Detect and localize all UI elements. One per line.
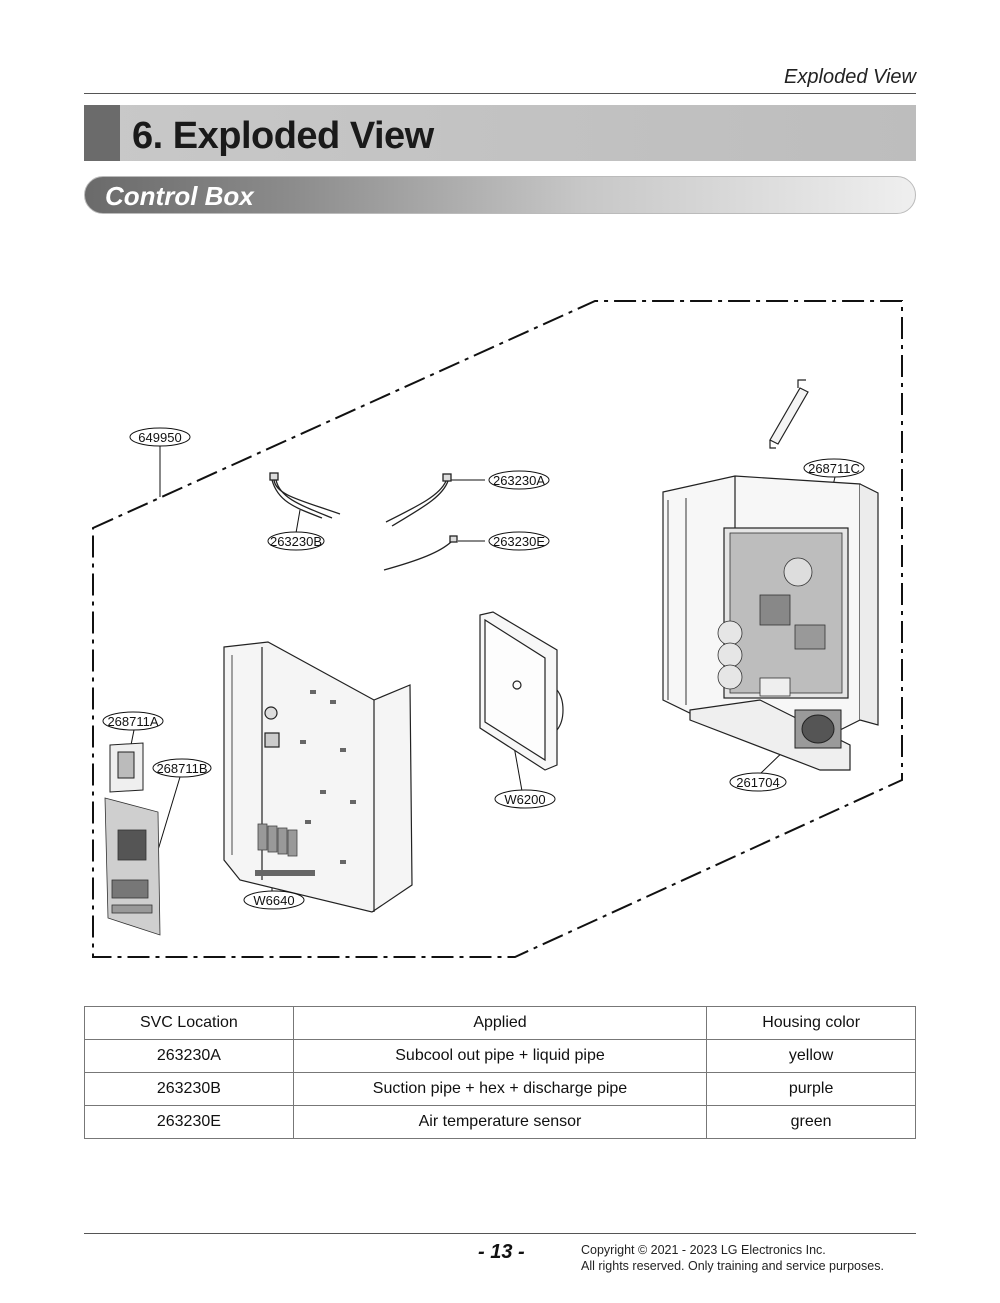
section-title: Control Box xyxy=(105,181,254,211)
running-header-title: Exploded View xyxy=(784,66,916,88)
callout-W6640 xyxy=(244,891,304,909)
mounting-bracket xyxy=(770,380,808,448)
copyright-line: All rights reserved. Only training and service purposes. xyxy=(581,1259,884,1273)
main-plate-W6640 xyxy=(224,642,412,912)
callout-268711A xyxy=(103,712,163,730)
table-row xyxy=(85,1073,916,1106)
callout-W6200 xyxy=(495,790,555,808)
page-number: - 13 - xyxy=(478,1241,525,1263)
callout-263230A xyxy=(489,471,549,489)
callout-text: 649950 xyxy=(138,430,182,445)
table-header-cell: Applied xyxy=(293,1007,706,1040)
table-cell: Subcool out pipe + liquid pipe xyxy=(293,1040,706,1073)
reactor-261704 xyxy=(795,710,841,748)
sensor-housing-table xyxy=(84,1006,916,1139)
callout-text: 263230B xyxy=(269,534,323,549)
table-cell: 263230B xyxy=(85,1073,294,1106)
copyright-notice xyxy=(581,1242,884,1274)
chapter-title: 6. Exploded View xyxy=(132,115,434,157)
callout-649950 xyxy=(130,428,190,446)
callout-text: 268711B xyxy=(156,761,208,776)
callout-text: 263230A xyxy=(492,473,546,488)
table-cell: green xyxy=(707,1106,916,1139)
callout-263230E xyxy=(489,532,549,550)
sensor-harness-263230A xyxy=(386,474,451,526)
table-cell: Air temperature sensor xyxy=(293,1106,706,1139)
copyright-line: Copyright © 2021 - 2023 LG Electronics Inc. xyxy=(581,1243,826,1257)
callout-text: 263230E xyxy=(492,534,546,549)
table-header-cell: SVC Location xyxy=(85,1007,294,1040)
footer-rule xyxy=(84,1233,916,1234)
table-cell: purple xyxy=(707,1073,916,1106)
sensor-harness-263230B xyxy=(270,473,340,518)
table-header-row xyxy=(85,1007,916,1040)
callout-263230B xyxy=(268,532,324,550)
table-row xyxy=(85,1040,916,1073)
control-board-268711C xyxy=(718,533,842,696)
table-row xyxy=(85,1106,916,1139)
callout-text: 261704 xyxy=(736,775,780,790)
table-header-cell: Housing color xyxy=(707,1007,916,1040)
table-cell: 263230E xyxy=(85,1106,294,1139)
callout-text: 268711C xyxy=(808,461,860,476)
sensor-harness-263230E xyxy=(384,536,457,570)
table-cell: yellow xyxy=(707,1040,916,1073)
table-cell: 263230A xyxy=(85,1040,294,1073)
cover-panel-W6200 xyxy=(480,612,563,770)
callout-text: W6640 xyxy=(253,893,295,908)
board-268711B xyxy=(105,798,160,935)
callout-268711C xyxy=(804,459,864,477)
table-cell: Suction pipe + hex + discharge pipe xyxy=(293,1073,706,1106)
callout-text: W6200 xyxy=(504,792,546,807)
callout-261704 xyxy=(730,773,786,791)
callout-text: 268711A xyxy=(107,714,159,729)
callout-268711B xyxy=(153,759,211,777)
bracket-268711A xyxy=(110,743,143,792)
